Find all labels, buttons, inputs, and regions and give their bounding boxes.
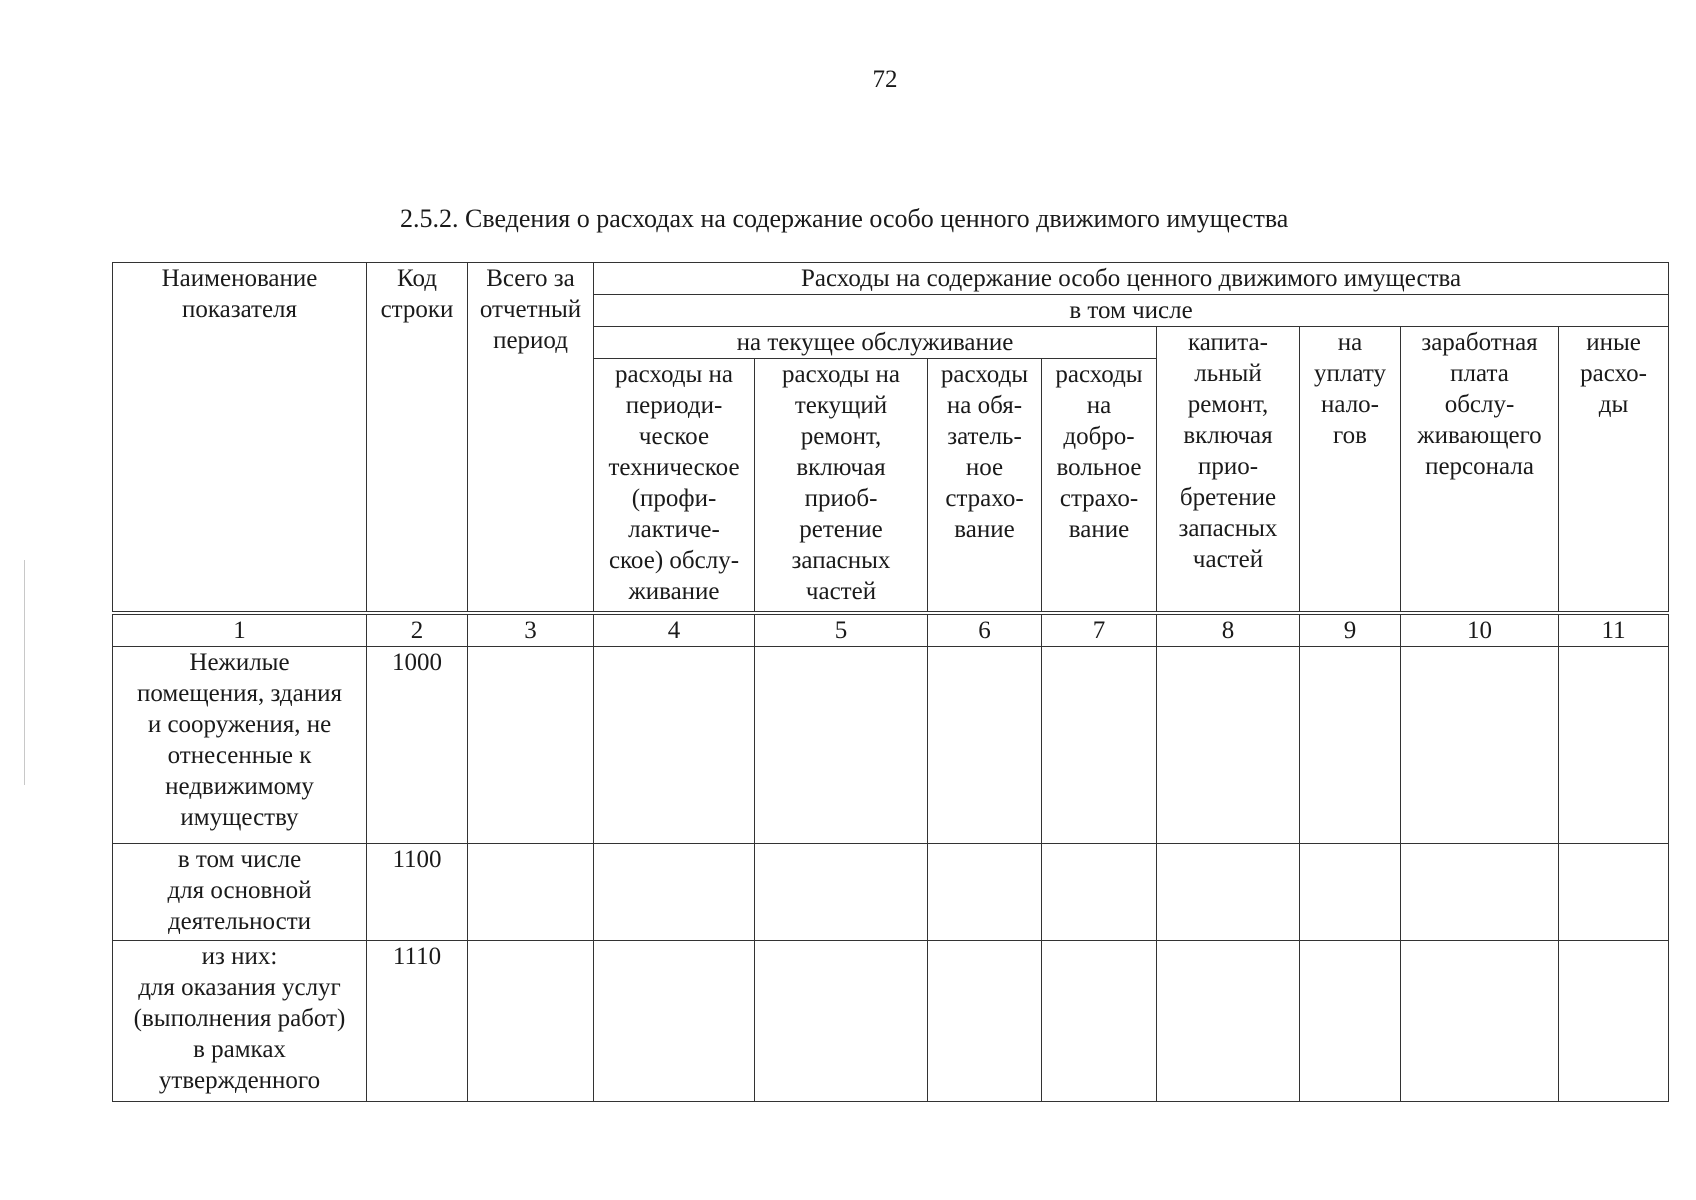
empty-cell <box>1042 844 1157 941</box>
column-number: 4 <box>594 613 755 647</box>
header-expenses: Расходы на содержание особо ценного движимого имущества <box>594 263 1669 295</box>
column-number: 9 <box>1300 613 1401 647</box>
empty-cell <box>928 941 1042 1102</box>
empty-cell <box>468 941 594 1102</box>
empty-cell <box>594 647 755 844</box>
empty-cell <box>1300 844 1401 941</box>
empty-cell <box>468 647 594 844</box>
empty-cell <box>1300 941 1401 1102</box>
header-indicator-name: Наименование показателя <box>113 263 367 614</box>
page-number: 72 <box>872 66 898 93</box>
empty-cell <box>594 844 755 941</box>
row-name: в том числе для основной деятельности <box>113 844 367 941</box>
empty-cell <box>1157 844 1300 941</box>
column-number: 3 <box>468 613 594 647</box>
row-name: из них: для оказания услуг (выполнения работ) в рамках утвержденного <box>113 941 367 1102</box>
header-row-code: Код строки <box>367 263 468 614</box>
table-row <box>113 647 1669 844</box>
empty-cell <box>468 844 594 941</box>
column-number: 1 <box>113 613 367 647</box>
empty-cell <box>1559 647 1669 844</box>
empty-cell <box>1401 844 1559 941</box>
row-code: 1100 <box>367 844 468 941</box>
header-taxes: на уплату нало- гов <box>1300 327 1401 614</box>
scan-margin-line <box>24 560 25 785</box>
empty-cell <box>1401 941 1559 1102</box>
header-other-expenses: иные расхо- ды <box>1559 327 1669 614</box>
empty-cell <box>1157 647 1300 844</box>
column-number: 2 <box>367 613 468 647</box>
empty-cell <box>1042 941 1157 1102</box>
empty-cell <box>755 647 928 844</box>
header-periodic-maintenance: расходы на периоди- ческое техническое (профи- лактиче- ское) обслу- живание <box>594 359 755 614</box>
header-including: в том числе <box>594 295 1669 327</box>
empty-cell <box>928 844 1042 941</box>
column-number: 10 <box>1401 613 1559 647</box>
expenses-table <box>112 262 1669 1102</box>
column-number: 8 <box>1157 613 1300 647</box>
header-current-service: на текущее обслуживание <box>594 327 1157 359</box>
empty-cell <box>755 844 928 941</box>
empty-cell <box>1300 647 1401 844</box>
row-name: Нежилые помещения, здания и сооружения, не отнесенные к недвижимому имуществу <box>113 647 367 844</box>
section-title: 2.5.2. Сведения о расходах на содержание особо ценного движимого имущества <box>400 204 1289 233</box>
row-code: 1110 <box>367 941 468 1102</box>
header-total: Всего за отчетный период <box>468 263 594 614</box>
empty-cell <box>1157 941 1300 1102</box>
header-capital-repair: капита- льный ремонт, включая прио- бретение запасных частей <box>1157 327 1300 614</box>
header-voluntary-insurance: расходы на добро- вольное страхо- вание <box>1042 359 1157 614</box>
row-code: 1000 <box>367 647 468 844</box>
column-number: 7 <box>1042 613 1157 647</box>
header-salary: заработная плата обслу- живающего персонала <box>1401 327 1559 614</box>
empty-cell <box>1042 647 1157 844</box>
header-mandatory-insurance: расходы на обя- затель- ное страхо- вание <box>928 359 1042 614</box>
table-row <box>113 941 1669 1102</box>
empty-cell <box>755 941 928 1102</box>
table-row <box>113 844 1669 941</box>
empty-cell <box>1559 941 1669 1102</box>
column-number: 6 <box>928 613 1042 647</box>
empty-cell <box>1559 844 1669 941</box>
header-current-repair: расходы на текущий ремонт, включая приоб- ретение запасных частей <box>755 359 928 614</box>
column-number: 5 <box>755 613 928 647</box>
empty-cell <box>1401 647 1559 844</box>
column-number: 11 <box>1559 613 1669 647</box>
empty-cell <box>928 647 1042 844</box>
empty-cell <box>594 941 755 1102</box>
